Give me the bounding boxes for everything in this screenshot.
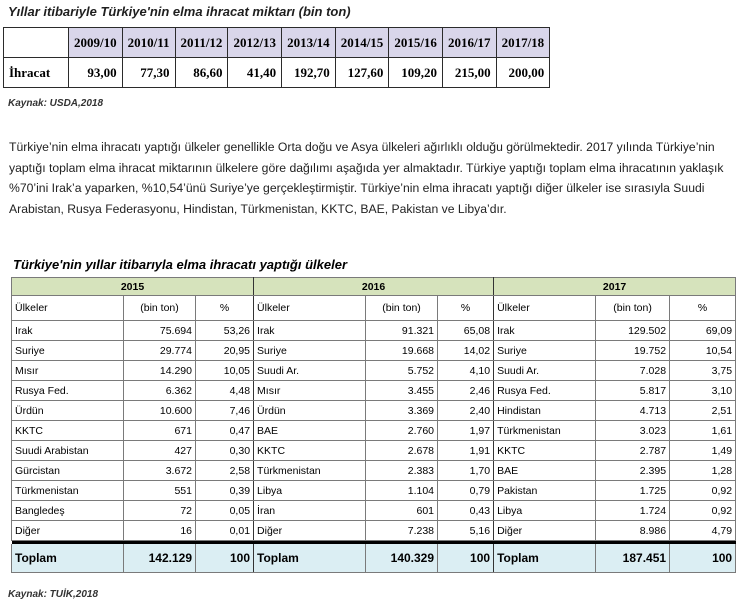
quantity-cell: 427 xyxy=(124,441,196,461)
export-value-row xyxy=(4,58,550,88)
quantity-cell: 29.774 xyxy=(124,341,196,361)
country-cell: Suudi Ar. xyxy=(254,361,366,381)
country-cell: KKTC xyxy=(12,421,124,441)
percent-cell: 0,39 xyxy=(196,481,254,501)
country-cell: Diğer xyxy=(254,521,366,541)
quantity-cell: 2.760 xyxy=(366,421,438,441)
column-header-percent: % xyxy=(196,296,254,321)
column-header-quantity: (bin ton) xyxy=(596,296,670,321)
export-year-header: 2012/13 xyxy=(228,28,282,58)
export-value-cell: 200,00 xyxy=(496,58,550,88)
export-quantity-table xyxy=(3,27,550,88)
country-cell: Ürdün xyxy=(254,401,366,421)
country-cell: KKTC xyxy=(254,441,366,461)
column-header-quantity: (bin ton) xyxy=(366,296,438,321)
country-cell: Rusya Fed. xyxy=(12,381,124,401)
export-row-label: İhracat xyxy=(4,58,69,88)
percent-cell: 0,43 xyxy=(438,501,494,521)
country-cell: Türkmenistan xyxy=(494,421,596,441)
year-group-row xyxy=(12,278,736,296)
quantity-cell: 5.752 xyxy=(366,361,438,381)
column-header-percent: % xyxy=(670,296,736,321)
export-table-title: Yıllar itibariyle Türkiye'nin elma ihracat miktarı (bin ton) xyxy=(8,4,351,19)
export-value-cell: 109,20 xyxy=(389,58,443,88)
year-group-header: 2015 xyxy=(12,278,254,296)
percent-cell: 2,40 xyxy=(438,401,494,421)
quantity-cell: 5.817 xyxy=(596,381,670,401)
country-cell: Suriye xyxy=(254,341,366,361)
country-cell: İran xyxy=(254,501,366,521)
percent-cell: 10,54 xyxy=(670,341,736,361)
export-year-header: 2011/12 xyxy=(175,28,228,58)
country-cell: Libya xyxy=(494,501,596,521)
total-quantity: 142.129 xyxy=(124,544,196,573)
country-cell: Suriye xyxy=(494,341,596,361)
export-value-cell: 41,40 xyxy=(228,58,282,88)
quantity-cell: 1.104 xyxy=(366,481,438,501)
quantity-cell: 7.238 xyxy=(366,521,438,541)
quantity-cell: 2.383 xyxy=(366,461,438,481)
quantity-cell: 2.787 xyxy=(596,441,670,461)
total-row xyxy=(12,544,736,573)
percent-cell: 0,92 xyxy=(670,501,736,521)
percent-cell: 10,05 xyxy=(196,361,254,381)
country-cell: Gürcistan xyxy=(12,461,124,481)
country-cell: KKTC xyxy=(494,441,596,461)
body-paragraph: Türkiye’nin elma ihracatı yaptığı ülkeler genellikle Orta doğu ve Asya ülkeleri ağırlıklı olduğu görülmektedir. 2017 yılında Türkiye’nin yaptığı toplam elma ihracat miktarının ülkelere göre dağılımı aşağıda yer almaktadır. Türkiye yaptığı toplam elma ihracatının yaklaşık %70’ini Irak’a yaparken, %10,54’ünü Suriye’ye gerçekleştirmiştir. Türkiye’nin elma ihracatı yaptığı diğer ülkeler ise sırasıyla Suudi Arabistan, Rusya Federasyonu, Hindistan, Türkmenistan, KKTC, BAE, Pakistan ve Libya’dır. xyxy=(9,140,724,216)
quantity-cell: 1.724 xyxy=(596,501,670,521)
percent-cell: 3,75 xyxy=(670,361,736,381)
country-cell: Türkmenistan xyxy=(12,481,124,501)
percent-cell: 4,10 xyxy=(438,361,494,381)
percent-cell: 7,46 xyxy=(196,401,254,421)
export-year-header: 2016/17 xyxy=(442,28,496,58)
export-year-row xyxy=(4,28,550,58)
country-cell: Mısır xyxy=(12,361,124,381)
export-value-cell: 77,30 xyxy=(122,58,175,88)
quantity-cell: 7.028 xyxy=(596,361,670,381)
column-header-country: Ülkeler xyxy=(494,296,596,321)
country-cell: Türkmenistan xyxy=(254,461,366,481)
export-corner-cell xyxy=(4,28,69,58)
table-row xyxy=(12,481,736,501)
quantity-cell: 671 xyxy=(124,421,196,441)
quantity-cell: 129.502 xyxy=(596,321,670,341)
export-value-cell: 192,70 xyxy=(282,58,336,88)
export-value-cell: 215,00 xyxy=(442,58,496,88)
country-cell: Hindistan xyxy=(494,401,596,421)
percent-cell: 2,46 xyxy=(438,381,494,401)
total-label: Toplam xyxy=(12,544,124,573)
percent-cell: 3,10 xyxy=(670,381,736,401)
percent-cell: 65,08 xyxy=(438,321,494,341)
country-cell: Suudi Ar. xyxy=(494,361,596,381)
percent-cell: 1,28 xyxy=(670,461,736,481)
percent-cell: 0,01 xyxy=(196,521,254,541)
table-row xyxy=(12,461,736,481)
export-year-header: 2017/18 xyxy=(496,28,550,58)
total-label: Toplam xyxy=(254,544,366,573)
country-cell: Irak xyxy=(254,321,366,341)
quantity-cell: 601 xyxy=(366,501,438,521)
total-quantity: 187.451 xyxy=(596,544,670,573)
country-cell: Suriye xyxy=(12,341,124,361)
table-row xyxy=(12,321,736,341)
country-cell: Irak xyxy=(494,321,596,341)
table-row xyxy=(12,381,736,401)
countries-table-title: Türkiye'nin yıllar itibarıyla elma ihracatı yaptığı ülkeler xyxy=(13,257,348,272)
quantity-cell: 16 xyxy=(124,521,196,541)
table-row xyxy=(12,501,736,521)
percent-cell: 2,51 xyxy=(670,401,736,421)
country-cell: BAE xyxy=(494,461,596,481)
country-cell: Ürdün xyxy=(12,401,124,421)
total-percent: 100 xyxy=(438,544,494,573)
quantity-cell: 3.369 xyxy=(366,401,438,421)
year-group-header: 2017 xyxy=(494,278,736,296)
table-row xyxy=(12,341,736,361)
export-year-header: 2009/10 xyxy=(69,28,123,58)
quantity-cell: 8.986 xyxy=(596,521,670,541)
country-cell: Irak xyxy=(12,321,124,341)
year-group-header: 2016 xyxy=(254,278,494,296)
country-cell: Mısır xyxy=(254,381,366,401)
percent-cell: 1,49 xyxy=(670,441,736,461)
quantity-cell: 2.678 xyxy=(366,441,438,461)
quantity-cell: 14.290 xyxy=(124,361,196,381)
countries-export-table xyxy=(11,277,736,573)
country-cell: BAE xyxy=(254,421,366,441)
total-percent: 100 xyxy=(196,544,254,573)
percent-cell: 5,16 xyxy=(438,521,494,541)
percent-cell: 0,47 xyxy=(196,421,254,441)
column-header-percent: % xyxy=(438,296,494,321)
country-cell: Suudi Arabistan xyxy=(12,441,124,461)
country-cell: Diğer xyxy=(12,521,124,541)
total-percent: 100 xyxy=(670,544,736,573)
country-cell: Diğer xyxy=(494,521,596,541)
quantity-cell: 19.668 xyxy=(366,341,438,361)
percent-cell: 4,48 xyxy=(196,381,254,401)
table-row xyxy=(12,361,736,381)
column-header-row xyxy=(12,296,736,321)
table-row xyxy=(12,441,736,461)
source-usda: Kaynak: USDA,2018 xyxy=(8,98,104,109)
quantity-cell: 551 xyxy=(124,481,196,501)
export-year-header: 2013/14 xyxy=(282,28,336,58)
percent-cell: 14,02 xyxy=(438,341,494,361)
percent-cell: 1,70 xyxy=(438,461,494,481)
percent-cell: 1,97 xyxy=(438,421,494,441)
quantity-cell: 75.694 xyxy=(124,321,196,341)
country-cell: Rusya Fed. xyxy=(494,381,596,401)
quantity-cell: 1.725 xyxy=(596,481,670,501)
export-value-cell: 93,00 xyxy=(69,58,123,88)
quantity-cell: 91.321 xyxy=(366,321,438,341)
quantity-cell: 10.600 xyxy=(124,401,196,421)
total-label: Toplam xyxy=(494,544,596,573)
quantity-cell: 2.395 xyxy=(596,461,670,481)
quantity-cell: 3.455 xyxy=(366,381,438,401)
country-cell: Pakistan xyxy=(494,481,596,501)
export-year-header: 2015/16 xyxy=(389,28,443,58)
export-value-cell: 86,60 xyxy=(175,58,228,88)
quantity-cell: 4.713 xyxy=(596,401,670,421)
source-tuik: Kaynak: TUİK,2018 xyxy=(8,589,99,600)
percent-cell: 0,92 xyxy=(670,481,736,501)
total-quantity: 140.329 xyxy=(366,544,438,573)
quantity-cell: 3.023 xyxy=(596,421,670,441)
export-value-cell: 127,60 xyxy=(335,58,389,88)
percent-cell: 2,58 xyxy=(196,461,254,481)
table-row xyxy=(12,401,736,421)
table-row xyxy=(12,421,736,441)
country-cell: Bangledeş xyxy=(12,501,124,521)
percent-cell: 1,61 xyxy=(670,421,736,441)
table-row xyxy=(12,521,736,541)
percent-cell: 1,91 xyxy=(438,441,494,461)
percent-cell: 0,30 xyxy=(196,441,254,461)
column-header-quantity: (bin ton) xyxy=(124,296,196,321)
quantity-cell: 6.362 xyxy=(124,381,196,401)
percent-cell: 20,95 xyxy=(196,341,254,361)
quantity-cell: 3.672 xyxy=(124,461,196,481)
percent-cell: 0,05 xyxy=(196,501,254,521)
percent-cell: 0,79 xyxy=(438,481,494,501)
percent-cell: 69,09 xyxy=(670,321,736,341)
export-year-header: 2010/11 xyxy=(122,28,175,58)
percent-cell: 4,79 xyxy=(670,521,736,541)
percent-cell: 53,26 xyxy=(196,321,254,341)
quantity-cell: 19.752 xyxy=(596,341,670,361)
export-year-header: 2014/15 xyxy=(335,28,389,58)
quantity-cell: 72 xyxy=(124,501,196,521)
column-header-country: Ülkeler xyxy=(12,296,124,321)
country-cell: Libya xyxy=(254,481,366,501)
column-header-country: Ülkeler xyxy=(254,296,366,321)
